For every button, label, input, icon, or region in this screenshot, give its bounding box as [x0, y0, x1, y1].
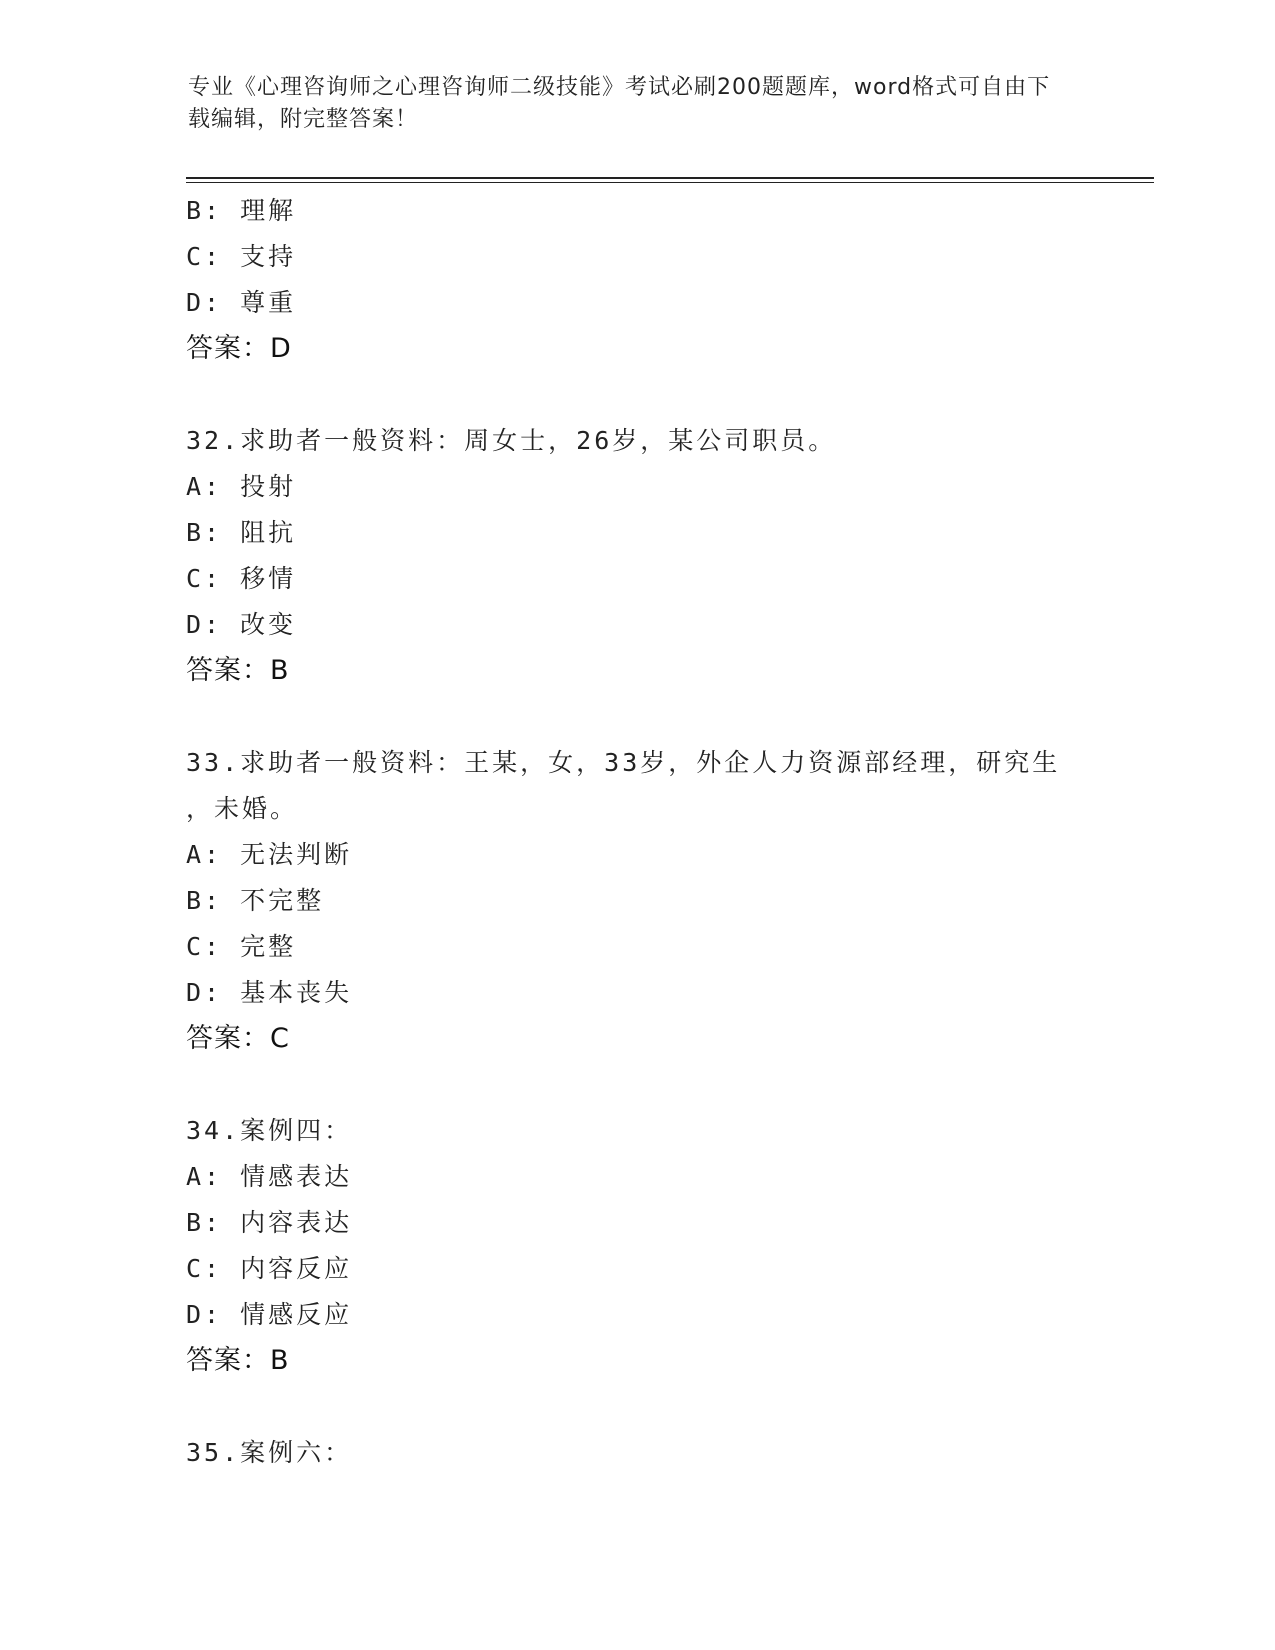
option-c: C: 内容反应 — [186, 1254, 353, 1283]
spacer — [186, 694, 1086, 740]
spacer — [186, 1062, 1086, 1108]
question-block — [186, 418, 1086, 694]
header-divider-thin — [186, 182, 1154, 183]
document-header: 专业《心理咨询师之心理咨询师二级技能》考试必刷200题题库，word格式可自由下载编辑，附完整答案！ — [188, 75, 1051, 132]
question-text-continued: ，未婚。 — [186, 794, 299, 823]
option-c: C: 移情 — [186, 564, 297, 593]
answer-line: 答案：C — [186, 1023, 290, 1054]
question-block — [186, 1430, 1086, 1476]
answer-line: 答案：B — [186, 655, 290, 686]
option-c: C: 完整 — [186, 932, 297, 961]
option-d: D: 情感反应 — [186, 1300, 353, 1329]
spacer — [186, 1384, 1086, 1430]
option-b: B: 理解 — [186, 196, 297, 225]
header-divider-thick — [186, 177, 1154, 179]
question-block — [186, 1108, 1086, 1384]
question-text: 34.案例四： — [186, 1116, 353, 1145]
option-d: D: 改变 — [186, 610, 297, 639]
option-a: A: 投射 — [186, 472, 297, 501]
option-b: B: 阻抗 — [186, 518, 297, 547]
option-d: D: 基本丧失 — [186, 978, 353, 1007]
option-b: B: 内容表达 — [186, 1208, 353, 1237]
question-block — [186, 740, 1086, 1062]
spacer — [186, 372, 1086, 418]
question-text: 33.求助者一般资料：王某，女，33岁，外企人力资源部经理，研究生 — [186, 748, 1061, 777]
question-list — [186, 188, 1086, 1476]
option-a: A: 情感表达 — [186, 1162, 353, 1191]
option-b: B: 不完整 — [186, 886, 325, 915]
question-block — [186, 188, 1086, 372]
answer-line: 答案：B — [186, 1345, 290, 1376]
option-d: D: 尊重 — [186, 288, 297, 317]
answer-line: 答案：D — [186, 333, 292, 364]
question-text: 32.求助者一般资料：周女士，26岁，某公司职员。 — [186, 426, 837, 455]
option-a: A: 无法判断 — [186, 840, 353, 869]
option-c: C: 支持 — [186, 242, 297, 271]
question-text: 35.案例六： — [186, 1438, 353, 1467]
